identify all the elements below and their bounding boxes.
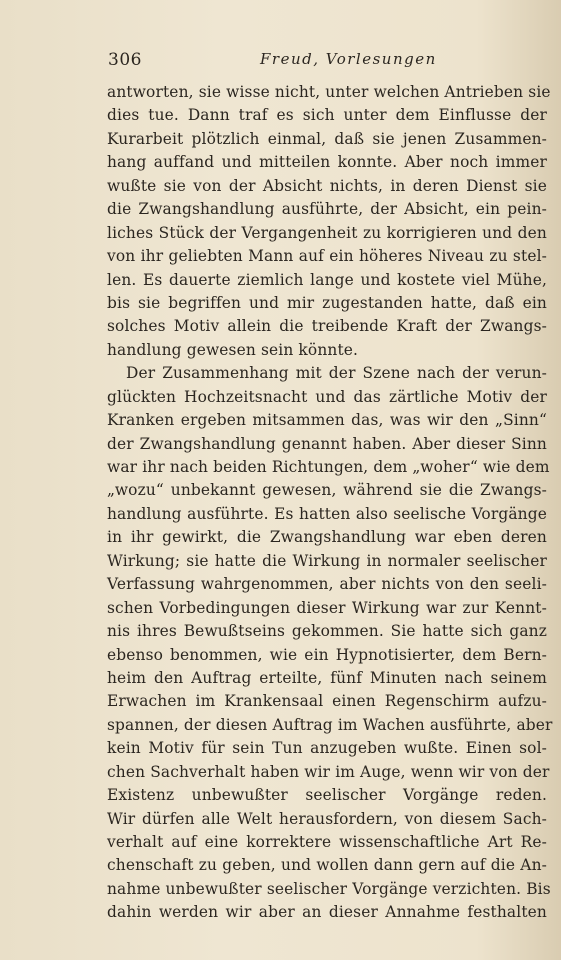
- text-line: ebenso benommen, wie ein Hypnotisierter, dem Bern-: [107, 645, 547, 664]
- text-line: Verfassung wahrgenommen, aber nichts von den seeli-: [107, 575, 547, 594]
- text-line: dahin werden wir aber an dieser Annahme festhalten: [107, 903, 547, 922]
- text-line: chenschaft zu geben, und wollen dann gern auf die An-: [107, 856, 547, 875]
- text-line: verhalt auf eine korrektere wissenschaftliche Art Re-: [107, 833, 547, 851]
- text-line: in ihr gewirkt, die Zwangshandlung war eben deren: [107, 528, 547, 547]
- text-line: war ihr nach beiden Richtungen, dem „woher“ wie dem: [107, 458, 550, 476]
- text-line: von ihr geliebten Mann auf ein höheres Niveau zu stel-: [107, 247, 547, 266]
- text-line: len. Es dauerte ziemlich lange und kostete viel Mühe,: [107, 270, 547, 289]
- text-line: solches Motiv allein die treibende Kraft der Zwangs-: [107, 317, 547, 336]
- body-text: [107, 81, 553, 925]
- text-line: Wir dürfen alle Welt herausfordern, von diesem Sach-: [107, 809, 547, 828]
- text-line: Kranken ergeben mitsammen das, was wir den „Sinn“: [107, 411, 547, 430]
- text-line: antworten, sie wisse nicht, unter welchen Antrieben sie: [107, 83, 551, 101]
- running-title: Freud, Vorlesungen: [260, 50, 437, 68]
- text-line: die Zwangshandlung ausführte, der Absicht, ein pein-: [107, 200, 547, 219]
- text-line: heim den Auftrag erteilte, fünf Minuten nach seinem: [107, 668, 547, 687]
- text-line: nahme unbewußter seelischer Vorgänge verzichten. Bis: [107, 879, 551, 898]
- text-line: spannen, der diesen Auftrag im Wachen ausführte, aber: [107, 715, 553, 734]
- text-line: bis sie begriffen und mir zugestanden hatte, daß ein: [107, 293, 547, 312]
- text-line: „wozu“ unbekannt gewesen, während sie die Zwangs-: [107, 481, 547, 500]
- text-line: Existenz unbewußter seelischer Vorgänge reden.: [107, 786, 547, 805]
- page-number: 306: [108, 50, 142, 70]
- text-line: Wirkung; sie hatte die Wirkung in normaler seelischer: [107, 551, 547, 570]
- page-header: [108, 50, 546, 76]
- text-line: Kurarbeit plötzlich einmal, daß sie jenen Zusammen-: [107, 129, 547, 148]
- text-line: glückten Hochzeitsnacht und das zärtliche Motiv der: [107, 387, 547, 406]
- paragraph-end-line: handlung gewesen sein könnte.: [107, 340, 359, 359]
- text-line: handlung ausführte. Es hatten also seelische Vorgänge: [107, 504, 547, 523]
- text-line: chen Sachverhalt haben wir im Auge, wenn wir von der: [107, 762, 550, 781]
- text-line: wußte sie von der Absicht nichts, in deren Dienst sie: [107, 176, 547, 195]
- text-line: schen Vorbedingungen dieser Wirkung war zur Kennt-: [107, 598, 547, 617]
- text-line: dies tue. Dann traf es sich unter dem Einflusse der: [107, 106, 547, 125]
- text-line: kein Motiv für sein Tun anzugeben wußte. Einen sol-: [107, 739, 547, 758]
- text-line: nis ihres Bewußtseins gekommen. Sie hatte sich ganz: [107, 622, 547, 641]
- text-line: Erwachen im Krankensaal einen Regenschirm aufzu-: [107, 692, 547, 711]
- text-line: liches Stück der Vergangenheit zu korrigieren und den: [107, 223, 547, 242]
- paragraph-start-line: Der Zusammenhang mit der Szene nach der verun-: [126, 364, 547, 383]
- text-line: der Zwangshandlung genannt haben. Aber dieser Sinn: [107, 434, 547, 453]
- text-line: hang auffand und mitteilen konnte. Aber noch immer: [107, 153, 547, 172]
